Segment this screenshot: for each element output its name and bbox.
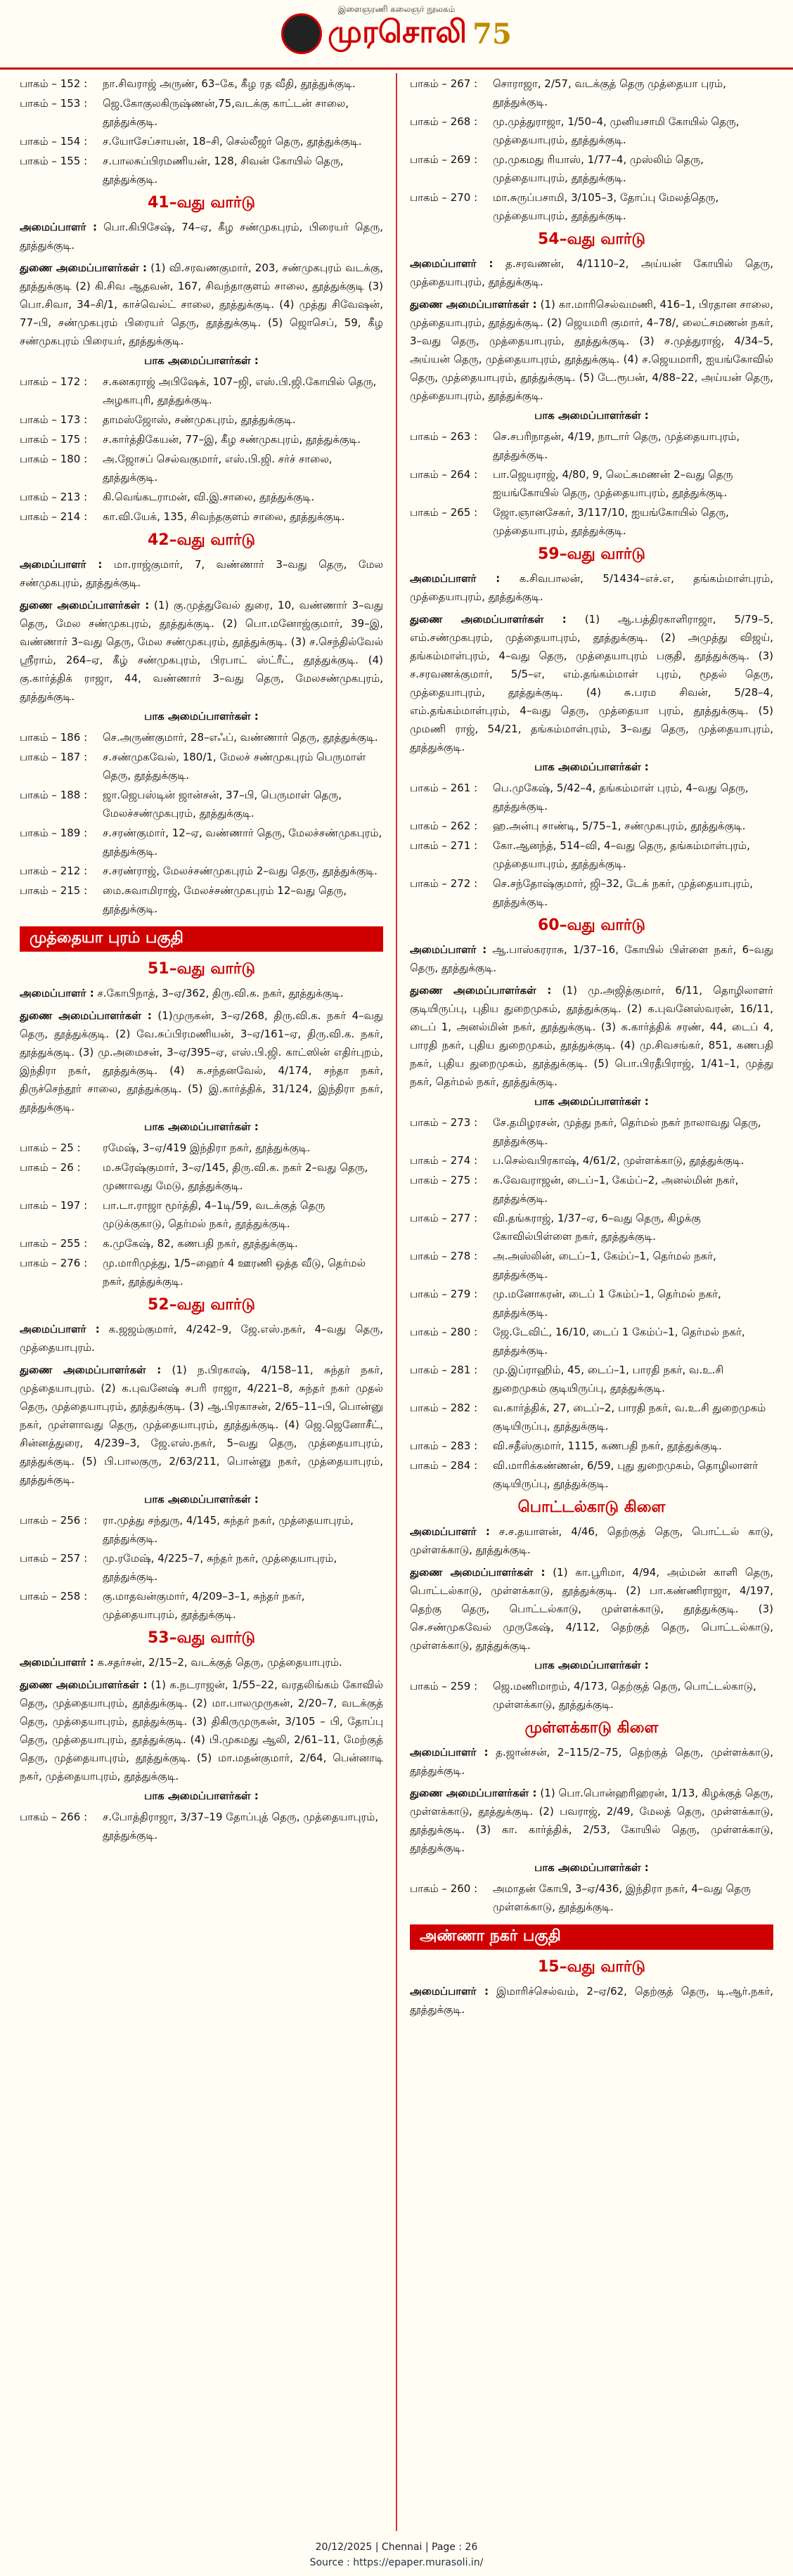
left-column (20, 73, 383, 2531)
part-text: வி.தங்கராஜ், 1/37–ஏ, 6–வது தெரு, கிழக்கு கோவில்பிள்ளை நகர், தூத்துக்குடி. (493, 1212, 701, 1243)
part-text: செ.சபரிநாதன், 4/19, நாடார் தெரு, முத்தையாபுரம், தூத்துக்குடி. (493, 430, 740, 461)
part-label: பாகம் – 197 : (20, 1199, 88, 1212)
part-label: பாகம் – 277 : (410, 1212, 478, 1224)
part-text: ச.போத்திராஜா, 3/37–19 தோப்புத் தெரு, முத்தையாபுரம், தூத்துக்குடி. (103, 1811, 379, 1842)
part-row (410, 1323, 773, 1359)
part-heading: பாக அமைப்பாளர்கள் : (534, 1095, 649, 1108)
leader-entry-text: க.ஜஜம்குமார், 4/242–9, ஜே.எஸ்.நகர், 4–வது தெரு, முத்தையாபுரம். (20, 1323, 383, 1354)
leader-entry (410, 1982, 773, 2019)
part-heading: பாக அமைப்பாளர்கள் : (144, 354, 259, 367)
part-row (20, 1254, 383, 1290)
leader-entry (20, 218, 383, 254)
part-row (20, 152, 383, 188)
part-label: பாகம் – 270 : (410, 191, 478, 204)
part-text: மு.முத்துராஜா, 1/50–4, முனியசாமி கோயில் தெரு, முத்தையாபுரம், தூத்துக்குடி. (493, 115, 740, 146)
part-label: பாகம் – 26 : (20, 1161, 81, 1174)
leader-entry-label: அமைப்பாளர் : (410, 257, 494, 270)
part-row (410, 1247, 773, 1283)
deputies-entry (410, 610, 773, 756)
leader-entry-text: த.சரவணன், 4/1110–2, அய்யன் கோயில் தெரு, முத்தையாபுரம், தூத்துக்குடி. (410, 257, 773, 288)
part-row (20, 728, 383, 746)
part-label: பாகம் – 284 : (410, 1459, 478, 1472)
part-label: பாகம் – 215 : (20, 884, 88, 897)
leader-entry-label: அமைப்பாளர் : (20, 1323, 100, 1335)
deputies-entry-label: துணை அமைப்பாளர்கள் : (410, 1566, 546, 1579)
part-row (20, 881, 383, 918)
part-row (410, 1879, 773, 1916)
part-label: பாகம் – 256 : (20, 1514, 88, 1527)
part-text: மு.மனோகரன், டைப் 1 கேம்ப்–1, தெர்மல் நகர், தூத்துக்குடி. (493, 1288, 721, 1319)
column-divider (396, 73, 397, 2531)
part-text: ச.கார்த்திகேயன், 77–இ, கீழ சண்முகபுரம், தூத்துக்குடி. (103, 433, 361, 446)
part-label: பாகம் – 281 : (410, 1364, 478, 1376)
deputies-entry-label: துணை அமைப்பாளர்கள் : (410, 984, 552, 997)
part-text: ச.யோசேப்சாயன், 18–சி, செல்லீஜர் தெரு, தூத்துக்குடி. (103, 135, 362, 148)
part-row (20, 450, 383, 486)
part-label: பாகம் – 263 : (410, 430, 478, 443)
part-text: வி.மாரிக்கண்ணன், 6/59, புது துறைமுகம், தொழிலாளர் குடியிருப்பு, தூத்துக்குடி. (493, 1459, 759, 1490)
part-text: வ.கார்த்திக், 27, டைப்–2, பாரதி நகர், வ.உ.சி துறைமுகம் குடியிருப்பு, தூத்துக்குடி. (493, 1402, 766, 1432)
part-label: பாகம் – 189 : (20, 827, 88, 839)
newspaper-title: முரசொலி (328, 13, 468, 50)
part-row (410, 1399, 773, 1435)
deputies-entry (410, 1784, 773, 1857)
part-row (20, 862, 383, 880)
part-heading: பாக அமைப்பாளர்கள் : (144, 1493, 259, 1506)
leader-entry-label: அமைப்பாளர் : (410, 1525, 490, 1538)
deputies-entry-label: துணை அமைப்பாளர்கள் : (410, 298, 537, 311)
part-text: மை.சுவாமிராஜ், மேலச்சண்முகபுரம் 12–வது தெரு, தூத்துக்குடி. (103, 884, 347, 915)
part-text: ச.கனகராஜ் அபிஷேக், 107–ஜி, எஸ்.பி.ஜி.கோயில் தெரு, அழகாபுரி, தூத்துக்குடி. (103, 375, 377, 406)
deputies-entry (410, 981, 773, 1091)
part-label: பாகம் – 155 : (20, 155, 88, 167)
deputies-entry (20, 1676, 383, 1785)
deputies-entry (20, 596, 383, 706)
part-heading: பாக அமைப்பாளர்கள் : (144, 710, 259, 723)
part-text: ஜே.டேவிட், 16/10, டைப் 1 கேம்ப்–1, தெர்மல் நகர், தூத்துக்குடி. (493, 1326, 745, 1357)
part-row (410, 817, 773, 835)
part-text: மா.சுருப்பசாமி, 3/105–3, தோப்பு மேலத்தெரு, முத்தையாபுரம், தூத்துக்குடி. (493, 191, 719, 222)
deputies-entry-text: (1) பொ.பொன்ஹரிஹரன், 1/13, கிழக்குத் தெரு, முள்ளக்காடு, தூத்துக்குடி. (2) பவராஜ், 2/49, மேலத் தெரு, முள்ளக்காடு, தூத்துக்குடி. (3) கா. கார்த்திக், 2/53, கோயில் தெரு, முள்ளக்காடு, தூத்துக்குடி. (410, 1787, 773, 1854)
part-text: ஹ.அன்பு சாண்டி, 5/75–1, சண்முகபுரம், தூத்துக்குடி. (493, 820, 746, 832)
deputies-entry-label: துணை அமைப்பாளர்கள் : (20, 261, 148, 274)
part-label: பாகம் – 257 : (20, 1552, 88, 1565)
leader-entry-label: அமைப்பாளர் : (20, 1656, 94, 1669)
leader-entry (410, 1743, 773, 1780)
part-heading: பாக அமைப்பாளர்கள் : (144, 1120, 259, 1133)
ward-heading: 42–வது வார்டு (147, 531, 256, 549)
part-row (20, 1808, 383, 1844)
part-label: பாகம் – 276 : (20, 1257, 88, 1269)
part-text: செ.சந்தோஷ்குமார், ஜி–32, டேக் நகர், முத்தையாபுரம், தூத்துக்குடி. (493, 877, 753, 908)
leader-entry-label: அமைப்பாளர் : (410, 1985, 489, 1998)
part-text: கு.மாதவன்குமார், 4/209–3–1, சுந்தர் நகர், முத்தையாபுரம், தூத்துக்குடி. (103, 1590, 305, 1621)
footer-source: Source : https://epaper.murasoli.in/ (309, 2557, 484, 2568)
ward-heading: 54–வது வார்டு (537, 231, 646, 248)
deputies-entry-text: (1) ந.பிரகாஷ், 4/158–11, சுந்தர் நகர், முத்தையாபுரம். (2) க.புவனேஷ் சபரி ராஜா, 4/221–8, சுந்தர் நகர் முதல் தெரு, முத்தையாபுரம், தூத்துக்குடி. (3) ஆ.பிரகாசன், 2/65–11–பி, பொன்னு நகர், முள்ளாவது தெரு, முத்தையாபுரம், தூத்துக்குடி. (4) ஜெ.ஜெனோசீட், சின்னத்துரை, 4/239–3, ஜே.எஸ்.நகர், 5–வது தெரு, முத்தையாபுரம், தூத்துக்குடி. (5) பி.பாலகுரு, 2/63/211, பொன்னு நகர், முத்தையாபுரம், தூத்துக்குடி. (20, 1364, 383, 1486)
part-text: அ.ஜோசப் செல்வகுமார், எஸ்.பி.ஜி. சர்ச் சாலை, தூத்துக்குடி. (103, 453, 333, 484)
part-label: பாகம் – 188 : (20, 789, 88, 801)
part-row (410, 465, 773, 502)
part-text: சே.தமிழரசன், முத்து நகர், தெர்மல் நகர் நாலாவது தெரு, தூத்துக்குடி. (493, 1116, 761, 1147)
part-label: பாகம் – 275 : (410, 1174, 478, 1186)
part-label: பாகம் – 153 : (20, 97, 88, 110)
section-banner: அண்ணா நகர் பகுதி (410, 1924, 773, 1950)
part-label: பாகம் – 212 : (20, 865, 88, 877)
part-label: பாகம் – 272 : (410, 877, 478, 890)
leader-entry (410, 569, 773, 606)
leader-entry-label: அமைப்பாளர் : (20, 987, 94, 999)
part-label: பாகம் – 282 : (410, 1402, 478, 1414)
part-label: பாகம் – 175 : (20, 433, 88, 446)
part-row (20, 94, 383, 131)
part-row (20, 1587, 383, 1624)
ward-heading: பொட்டல்காடு கிளை (517, 1499, 666, 1516)
part-label: பாகம் – 261 : (410, 782, 478, 794)
leader-entry-text: ஆ.பாஸ்கரராசு, 1/37–16, கோயில் பிள்ளை நகர், 6–வது தெரு, தூத்துக்குடி. (410, 943, 773, 974)
part-heading: பாக அமைப்பாளர்கள் : (534, 1861, 649, 1874)
part-text: கி.வெங்கடராமன், வி.இ.சாலை, தூத்துக்குடி. (103, 491, 315, 503)
part-text: கோ.ஆனந்த், 514–வி, 4–வது தெரு, தங்கம்மாள்புரம், முத்தையாபுரம், தூத்துக்குடி. (493, 839, 750, 870)
part-label: பாகம் – 259 : (410, 1680, 478, 1692)
deputies-entry-text: (1) கு.முத்துவேல் துரை, 10, வண்ணார் 3–வது தெரு, மேல சண்முகபுரம், தூத்துக்குடி. (2) பொ.மனோஜ்குமார், 39–இ, வண்ணார் 3–வது தெரு, மேல சண்முகபுரம், தூத்துக்குடி. (3) ச.செந்தில்வேல் ஸ்ரீராம், 264–ஏ, கீழ் சண்முகபுரம், பிரபாட் ஸ்ட்ரீட், தூத்துக்குடி. (4) கு.கார்த்திக் ராஜா, 44, வண்ணார் 3–வது தெரு, மேலசண்முகபுரம், தூத்துக்குடி. (20, 599, 383, 703)
part-row (20, 748, 383, 784)
part-text: ச.சரண்ராஜ், மேலச்சண்முகபுரம் 2–வது தெரு, தூத்துக்குடி. (103, 865, 378, 877)
part-label: பாகம் – 271 : (410, 839, 478, 852)
leader-entry-label: அமைப்பாளர் : (410, 1746, 489, 1759)
part-label: பாகம் – 173 : (20, 413, 88, 426)
part-text: பா.ஜெயராஜ், 4/80, 9, லெட்சுமணன் 2–வது தெரு ஐயங்கோயில் தெரு, முத்தையாபுரம், தூத்துக்குடி. (493, 468, 733, 499)
part-text: ஜெ.மணிமாறம், 4/173, தெற்குத் தெரு, பொட்டல்காடு, முள்ளக்காடு, தூத்துக்குடி. (493, 1680, 756, 1711)
part-row (410, 1285, 773, 1321)
leader-entry (20, 555, 383, 592)
ward-heading: 41–வது வார்டு (147, 194, 256, 212)
deputies-entry-label: துணை அமைப்பாளர்கள் : (20, 1009, 152, 1022)
part-label: பாகம் – 264 : (410, 468, 478, 481)
part-text: சொராஜா, 2/57, வடக்குத் தெரு முத்தையா புரம், தூத்துக்குடி. (493, 77, 726, 108)
part-label: பாகம் – 25 : (20, 1141, 81, 1154)
party-emblem-icon (281, 13, 322, 54)
part-text: க.வேவராஜன், டைப்–1, கேம்ப்–2, அனல்மின் நகர், தூத்துக்குடி. (493, 1174, 739, 1205)
part-heading: பாக அமைப்பாளர்கள் : (534, 409, 649, 422)
leader-entry-text: க.சிவபாலன், 5/1434–எச்.எ, தங்கம்மாள்புரம், முத்தையாபுரம், தூத்துக்குடி. (410, 572, 773, 603)
part-row (410, 779, 773, 815)
part-row (410, 1151, 773, 1170)
leader-entry-text: இமாரிச்செல்வம், 2–ஏ/62, தெற்குத் தெரு, டி.ஆர்.நகர், தூத்துக்குடி. (410, 1985, 773, 2016)
deputies-entry (20, 259, 383, 350)
ward-heading: 60–வது வார்டு (537, 917, 646, 934)
leader-entry-label: அமைப்பாளர் : (20, 221, 98, 233)
leader-entry (20, 1653, 383, 1671)
part-text: ஜா.ஜெபஸ்டின் ஜான்சன், 37–பி, பெருமாள் தெரு, மேலச்சண்முகபுரம், தூத்துக்குடி. (103, 789, 342, 820)
part-row (20, 410, 383, 429)
deputies-entry-text: (1) க.நடராஜன், 1/55–22, வரதலிங்கம் கோவில் தெரு, முத்தையாபுரம், தூத்துக்குடி. (2) மா.பாலமுருகன், 2/20–7, வடக்குத் தெரு, முத்தையாபுரம், தூத்துக்குடி. (3) திகிருமுருகன், 3/105 – பி, தோப்பு தெரு, முத்தையாபுரம், தூத்துக்குடி. (4) பி.முகமது ஆலி, 2/61–11, மேற்குத் தெரு, முத்தையாபுரம், தூத்துக்குடி. (5) மா.மதன்குமார், 2/64, பென்னாடி நகர், முத்தையாபுரம், தூத்துக்குடி. (20, 1678, 383, 1782)
leader-entry-text: ச.கோபிநாத், 3–ஏ/362, திரு.வி.க. நகர், தூத்துக்குடி. (97, 987, 344, 999)
part-row (410, 1456, 773, 1493)
part-row (410, 75, 773, 111)
part-text: ச.பாலசுப்பிரமணியன், 128, சிவன் கோயில் தெரு, தூத்துக்குடி. (103, 155, 344, 186)
part-row (20, 1158, 383, 1195)
part-label: பாகம் – 283 : (410, 1439, 478, 1452)
part-row (410, 427, 773, 464)
part-label: பாகம் – 278 : (410, 1250, 478, 1262)
part-row (20, 1139, 383, 1157)
leader-entry-label: அமைப்பாளர் : (410, 943, 487, 956)
part-label: பாகம் – 260 : (410, 1882, 478, 1895)
masthead-tagline: இளைஞரணி கலைஞர் நூலகம் (337, 4, 456, 14)
part-row (410, 836, 773, 873)
leader-entry (20, 1320, 383, 1357)
leader-entry (20, 984, 383, 1002)
part-row (20, 488, 383, 506)
part-row (410, 150, 773, 187)
part-label: பாகம் – 152 : (20, 77, 88, 90)
part-label: பாகம் – 187 : (20, 751, 88, 763)
part-text: மு.மாரிமுத்து, 1/5–ஹைர் 4 ஊரணி ஒத்த வீடு, தெர்மல் நகர், தூத்துக்குடி. (103, 1257, 366, 1288)
part-label: பாகம் – 186 : (20, 731, 88, 744)
part-text: பெ.முகேஷ், 5/42–4, தங்கம்மாள் புரம், 4–வது தெரு, தூத்துக்குடி. (493, 782, 749, 813)
deputies-entry-text: (1) கா.மாரிசெல்வமணி, 416–1, பிரதான சாலை, முத்தையாபுரம், தூத்துக்குடி. (2) ஜெயமரி குமார், 4–78/, லைட்சமணன் நகர், 3–வது தெரு, முத்தையாபுரம், தூத்துக்குடி. (3) ச.முத்துராஜ், 4/34–5, அய்யன் தெரு, முத்தையாபுரம், தூத்துக்குடி. (4) ச.ஜெயமாரி, ஐயங்கோவில் தெரு, முத்தையாபுரம், தூத்துக்குடி. (5) டே.ரூபன், 4/88–22, அய்யன் தெரு, முத்தையாபுரம், தூத்துக்குடி. (410, 298, 773, 402)
deputies-entry-text: (1)முருகன், 3–ஏ/268, திரு.வி.க. நகர் 4–வது தெரு, தூத்துக்குடி. (2) வே.சுப்பிரமணியன், 3–ஏ/161–ஏ, திரு.வி.க. நகர், தூத்துக்குடி. (3) மு.அமைசன், 3–ஏ/395–ஏ, எஸ்.பி.ஜி. காட்ஸின் எதிர்புறம், இந்திரா நகர், தூத்துக்குடி. (4) க.சந்தனவேல், 4/174, சந்தா நகர், திருச்செந்தூர் சாலை, தூத்துக்குடி. (5) இ.கார்த்திக், 31/124, இந்திரா நகர், தூத்துக்குடி. (20, 1009, 383, 1113)
part-text: வி.சதீஸ்குமார், 1115, கணபதி நகர், தூத்துக்குடி. (493, 1439, 722, 1452)
part-label: பாகம் – 267 : (410, 77, 478, 90)
section-banner: முத்தையா புரம் பகுதி (20, 926, 383, 952)
deputies-entry-text: (1) வி.சரவணகுமார், 203, சண்முகபுரம் வடக்கு, தூத்துக்குடி (2) கி.சிவ ஆதவன், 167, சிவந்தாகுளம் சாலை, தூத்துக்குடி (3) பொ.சிவா, 34–சி/1, காச்வெல்ட் சாலை, தூத்துக்குடி. (4) முத்து சிவேஷன், 77–பி, சண்முகபுரம் பிரையர் தெரு, தூத்துக்குடி. (5) ஜொசெப், 59, கீழ சண்முகபுரம் பிரையர், தூத்துக்குடி. (20, 261, 383, 347)
part-row (20, 824, 383, 860)
part-row (410, 874, 773, 911)
right-column (410, 73, 773, 2531)
part-row (410, 1113, 773, 1150)
masthead-logo (281, 13, 512, 54)
leader-entry (410, 254, 773, 291)
part-row (410, 1209, 773, 1245)
footer-dateline: 20/12/2025 | Chennai | Page : 26 (315, 2542, 478, 2553)
part-label: பாகம் – 180 : (20, 453, 88, 465)
part-text: ச.சண்முகவேல், 180/1, மேலச் சண்முகபுரம் பெருமாள் தெரு, தூத்துக்குடி. (103, 751, 366, 782)
part-row (410, 1677, 773, 1714)
deputies-entry-label: துணை அமைப்பாளர்கள் : (20, 1678, 148, 1691)
part-text: பா.டா.ராஜா மூர்த்தி, 4–1டி/59, வடக்குத் தெரு முடுக்குகாடு, தெர்மல் நகர், தூத்துக்குடி. (103, 1199, 325, 1230)
deputies-entry-text: (1) மு.அஜித்குமார், 6/11, தொழிலாளர் குடியிருப்பு, புதிய துறைமுகம், தூத்துக்குடி. (2) க.புவனேஸ்வரன், 16/11, டைப் 1, அனல்மின் நகர், தூத்துக்குடி. (3) க.கார்த்திக் சரண், 44, டைப் 4, பாரதி நகர், புதிய துறைமுகம், தூத்துக்குடி. (4) மு.சிவசங்கர், 851, கணபதி நகர், புதிய துறைமுகம், தூத்துக்குடி. (5) பொ.பிரதீபிராஜ், 1/41–1, முத்து நகர், தெர்மல் நகர், தூத்துக்குடி. (410, 984, 773, 1088)
part-text: மு.முகமது ரியாஸ், 1/77–4, முஸ்லிம் தெரு, முத்தையாபுரம், தூத்துக்குடி. (493, 153, 704, 184)
leader-entry-text: ச.ச.தயாளன், 4/46, தெற்குத் தெரு, பொட்டல் காடு, முள்ளக்காடு, தூத்துக்குடி. (410, 1525, 773, 1556)
ward-heading: 51–வது வார்டு (147, 960, 256, 978)
part-row (20, 430, 383, 448)
anniversary-badge: 75 (472, 17, 512, 51)
part-row (20, 132, 383, 150)
ward-heading: 59–வது வார்டு (537, 545, 646, 563)
part-row (20, 786, 383, 822)
part-row (20, 75, 383, 93)
part-label: பாகம் – 279 : (410, 1288, 478, 1300)
part-row (410, 503, 773, 540)
part-text: ரமேஷ், 3–ஏ/419 இந்திரா நகர், தூத்துக்குடி. (103, 1141, 311, 1154)
part-row (20, 507, 383, 526)
part-row (410, 1361, 773, 1397)
leader-entry-label: அமைப்பாளர் : (20, 558, 103, 571)
part-label: பாகம் – 154 : (20, 135, 88, 148)
part-row (410, 188, 773, 225)
deputies-entry-label: துணை அமைப்பாளர்கள் : (410, 613, 567, 626)
part-text: க.முகேஷ், 82, கணபதி நகர், தூத்துக்குடி. (103, 1237, 298, 1250)
ward-heading: 52–வது வார்டு (147, 1296, 256, 1314)
leader-entry (410, 1522, 773, 1559)
deputies-entry-label: துணை அமைப்பாளர்கள் : (410, 1787, 537, 1799)
part-label: பாகம் – 268 : (410, 115, 478, 128)
part-row (20, 1511, 383, 1548)
part-label: பாகம் – 213 : (20, 491, 88, 503)
deputies-entry (410, 1563, 773, 1655)
deputies-entry-label: துணை அமைப்பாளர்கள் : (20, 1364, 162, 1376)
part-label: பாகம் – 258 : (20, 1590, 88, 1603)
part-label: பாகம் – 262 : (410, 820, 478, 832)
part-row (410, 1437, 773, 1455)
part-text: அமாதன் கோபி, 3–ஏ/436, இந்திரா நகர், 4–வது தெரு முள்ளக்காடு, தூத்துக்குடி. (493, 1882, 751, 1913)
part-text: ரா.முத்து சந்துரு, 4/145, சுந்தர் நகர், முத்தையாபுரம், தூத்துக்குடி. (103, 1514, 354, 1545)
part-label: பாகம் – 274 : (410, 1154, 478, 1167)
ward-heading: 53–வது வார்டு (147, 1629, 256, 1647)
part-text: ப.செல்வபிரகாஷ், 4/61/2, முள்ளக்காடு, தூத்துக்குடி. (493, 1154, 744, 1167)
part-text: ச.சரண்குமார், 12–ஏ, வண்ணார் தெரு, மேலச்சண்முகபுரம், தூத்துக்குடி. (103, 827, 382, 857)
ward-heading: முள்ளக்காடு கிளை (524, 1719, 659, 1737)
article-columns (20, 73, 773, 2531)
part-row (20, 1234, 383, 1253)
part-label: பாகம் – 255 : (20, 1237, 88, 1250)
part-text: கா.வி.யேக், 135, சிவந்தகுளம் சாலை, தூத்துக்குடி. (103, 510, 345, 523)
part-text: ம.சுரேஷ்குமார், 3–ஏ/145, திரு.வி.க. நகர் 2–வது தெரு, முணாவது மேடு, தூத்துக்குடி. (103, 1161, 368, 1192)
part-label: பாகம் – 269 : (410, 153, 478, 166)
ward-heading: 15–வது வார்டு (537, 1958, 646, 1976)
leader-entry-text: மா.ராஜ்குமார், 7, வண்ணார் 3–வது தெரு, மேல சண்முகபுரம், தூத்துக்குடி. (20, 558, 383, 589)
part-text: அ.அஸ்லின், டைப்–1, கேம்ப்–1, தெர்மல் நகர், தூத்துக்குடி. (493, 1250, 716, 1281)
page-footer (0, 2539, 793, 2570)
leader-entry-text: த.ஜான்சன், 2–115/2–75, தெற்குத் தெரு, முள்ளக்காடு, தூத்துக்குடி. (410, 1746, 773, 1777)
leader-entry-label: அமைப்பாளர் : (410, 572, 501, 585)
part-row (20, 1196, 383, 1233)
leader-entry-text: பொ.கிபிசேஷ், 74–ஏ, கீழ சண்முகபுரம், பிரையர் தெரு, தூத்துக்குடி. (20, 221, 383, 252)
part-text: ஜெ.கோகுலகிருஷ்ணன்,75,வடக்கு காட்டன் சாலை, தூத்துக்குடி. (103, 97, 349, 128)
part-label: பாகம் – 265 : (410, 506, 478, 519)
part-text: மு.இப்ராஹிம், 45, டைப்–1, பாரதி நகர், வ.உ.சி துறைமுகம் குடியிருப்பு, தூத்துக்குடி. (493, 1364, 724, 1394)
part-label: பாகம் – 214 : (20, 510, 88, 523)
part-text: மு.ரமேஷ், 4/225–7, சுந்தர் நகர், முத்தையாபுரம், தூத்துக்குடி. (103, 1552, 337, 1583)
part-heading: பாக அமைப்பாளர்கள் : (534, 1659, 649, 1671)
part-heading: பாக அமைப்பாளர்கள் : (144, 1789, 259, 1802)
deputies-entry (20, 1361, 383, 1489)
leader-entry-text: க.சதர்சன், 2/15–2, வடக்குத் தெரு, முத்தையாபுரம். (97, 1656, 342, 1669)
part-row (20, 1549, 383, 1586)
deputies-entry-label: துணை அமைப்பாளர்கள் : (20, 599, 150, 611)
deputies-entry (20, 1007, 383, 1116)
deputies-entry-text: (1) கா.பூரிமா, 4/94, அம்மன் காளி தெரு, பொட்டல்காடு, முள்ளக்காடு, தூத்துக்குடி. (2) பா.கண்ணிராஜா, 4/197, தெற்கு தெரு, பொட்டல்காடு, முள்ளக்காடு, தூத்துக்குடி. (3) செ.சண்முகவேல் முருகேஷ், 4/112, தெற்குத் தெரு, பொட்டல்காடு, முள்ளக்காடு, தூத்துக்குடி. (410, 1566, 773, 1652)
part-row (20, 373, 383, 409)
part-label: பாகம் – 172 : (20, 375, 88, 388)
deputies-entry-text: (1) ஆ.பத்திரகாளிராஜா, 5/79–5, எம்.சண்முகபுரம், முத்தையாபுரம், தூத்துக்குடி. (2) அமுத்து விஜய், தங்கம்மாள்புரம், 4–வது தெரு, முத்தையாபுரம் பகுதி, தூத்துக்குடி. (3) ச.சரவணக்குமார், 5/5–எ, எம்.தங்கம்மாள் புரம், மூதல் தெரு, முத்தையாபுரம், தூத்துக்குடி. (4) சு.பரம சிவன், 5/28–4, எம்.தங்கம்மாள்புரம், 4–வது தெரு, முத்தையா புரம், தூத்துக்குடி. (5) முமணி ராஜ், 54/21, தங்கம்மாள்புரம், 3–வது தெரு, முத்தையாபுரம், தூத்துக்குடி. (410, 613, 773, 753)
part-row (410, 112, 773, 149)
part-row (410, 1171, 773, 1208)
part-label: பாகம் – 280 : (410, 1326, 478, 1338)
part-text: தாமஸ்ஜோஸ், சண்முகபுரம், தூத்துக்குடி. (103, 413, 296, 426)
part-label: பாகம் – 266 : (20, 1811, 88, 1823)
part-heading: பாக அமைப்பாளர்கள் : (534, 760, 649, 773)
deputies-entry (410, 295, 773, 405)
part-text: ஜோ.ஞானசேகர், 3/117/10, ஐயங்கோயில் தெரு, முத்தையாபுரம், தூத்துக்குடி. (493, 506, 729, 537)
part-label: பாகம் – 273 : (410, 1116, 478, 1129)
leader-entry (410, 940, 773, 977)
part-text: செ.அருண்குமார், 28–எஃப், வண்ணார் தெரு, தூத்துக்குடி. (103, 731, 378, 744)
part-text: நா.சிவராஜ் அருண், 63–கே, கீழ ரத வீதி, தூத்துக்குடி. (103, 77, 356, 90)
